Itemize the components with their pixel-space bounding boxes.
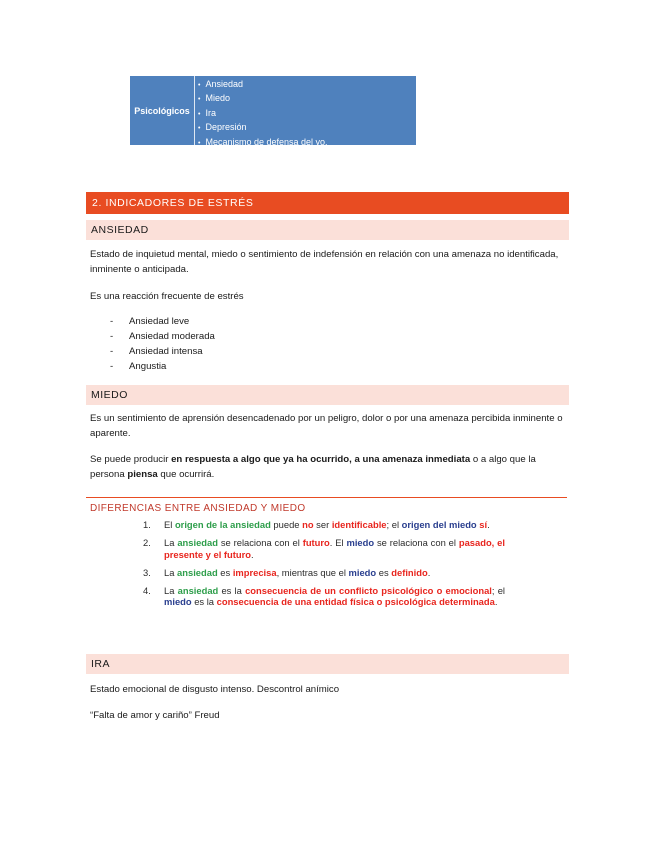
psychological-table [130, 76, 416, 145]
list-item: • Mecanismo de defensa del yo. [198, 136, 328, 150]
ansiedad-levels-list [110, 314, 215, 374]
differences-list [143, 519, 505, 615]
list-item: • Miedo [198, 92, 328, 106]
ansiedad-note: Es una reacción frecuente de estrés [90, 291, 244, 302]
ira-heading: IRA [86, 654, 569, 674]
ira-definition: Estado emocional de disgusto intenso. Descontrol anímico [90, 684, 340, 695]
divider [86, 497, 567, 498]
list-item: - Ansiedad moderada [110, 331, 215, 342]
miedo-heading: MIEDO [86, 385, 569, 405]
miedo-definition: Es un sentimiento de aprensión desencadenado por un peligro, dolor o por una amenaza percibida inminente o aparente. [90, 413, 563, 439]
list-item: • Ira [198, 107, 328, 121]
list-item: 1. El origen de la ansiedad puede no ser identificable; el origen del miedo sí. [143, 519, 490, 530]
list-item: - Ansiedad intensa [110, 346, 203, 357]
ansiedad-heading: ANSIEDAD [86, 220, 569, 240]
ira-quote: “Falta de amor y cariño” Freud [90, 710, 220, 721]
section-header: 2. INDICADORES DE ESTRÉS [86, 192, 569, 214]
table-label: Psicológicos [130, 76, 195, 145]
list-item: • Ansiedad [198, 78, 328, 92]
list-item: • Depresión [198, 121, 328, 135]
list-item: - Ansiedad leve [110, 316, 190, 327]
list-item: 4. La ansiedad es la consecuencia de un conflicto psicológico o emocional; el miedo es la consecuencia de una entidad física o psicológica determinada. [143, 585, 505, 608]
list-item: - Angustia [110, 361, 167, 372]
ansiedad-definition: Estado de inquietud mental, miedo o sentimiento de indefensión en relación con una amenaza no identificada, inminente o anticipada. [90, 249, 559, 275]
differences-title: DIFERENCIAS ENTRE ANSIEDAD Y MIEDO [90, 503, 306, 514]
list-item: 3. La ansiedad es imprecisa, mientras que el miedo es definido. [143, 566, 431, 578]
list-item: 2. La ansiedad se relaciona con el futuro. El miedo se relaciona con el pasado, el presente y el futuro. [143, 537, 505, 560]
table-list [195, 76, 328, 145]
miedo-paragraph: Se puede producir en respuesta a algo que ya ha ocurrido, a una amenaza inmediata o a algo que la persona piensa que ocurrirá. [90, 454, 536, 480]
